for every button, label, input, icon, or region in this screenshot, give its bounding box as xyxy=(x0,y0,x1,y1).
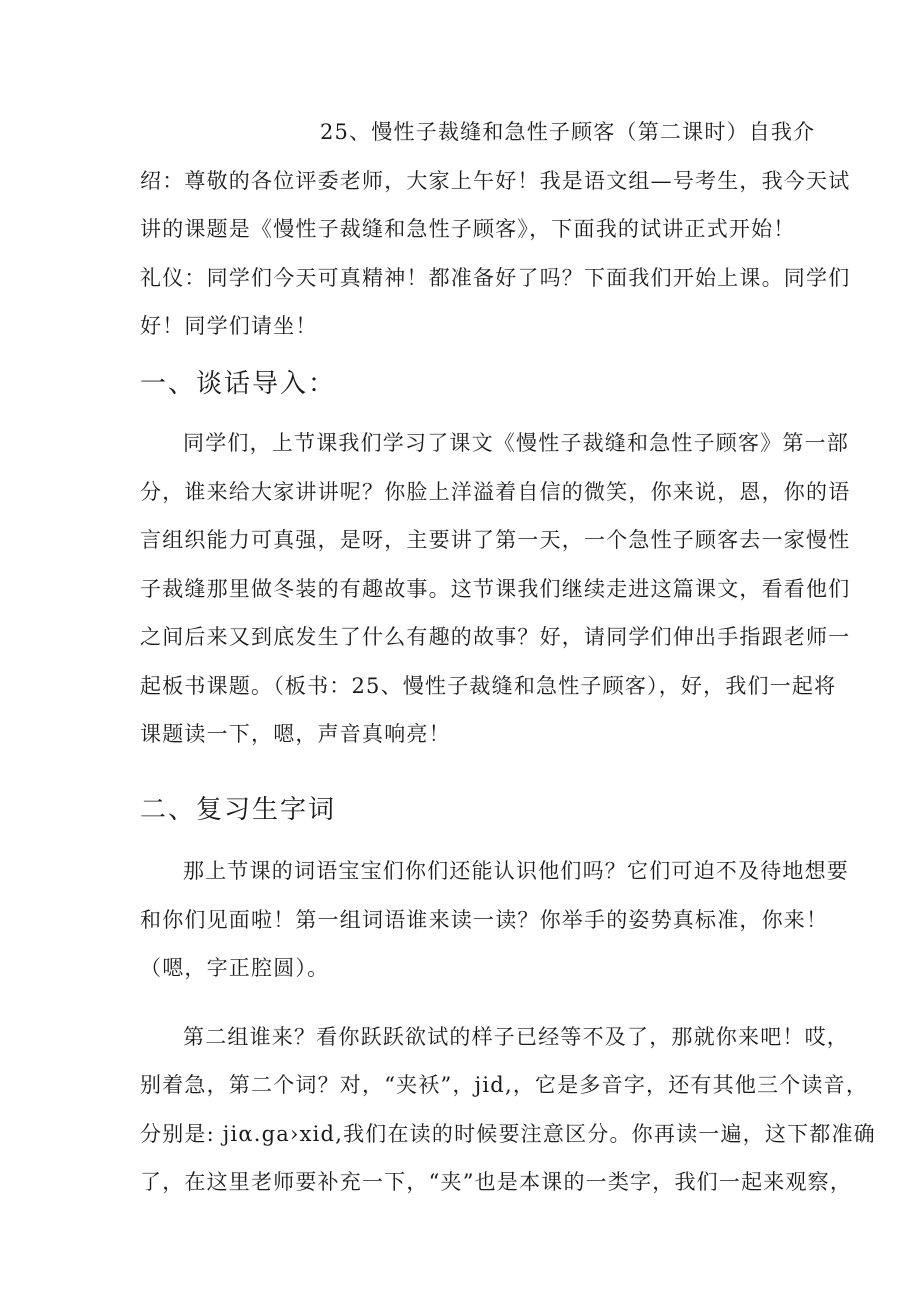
paragraph-line: 同学们，上节课我们学习了课文《慢性子裁缝和急性子顾客》第一部 xyxy=(183,431,849,455)
paragraph-line: 了，在这里老师要补充一下，“夹”也是本课的一类字，我们一起来观察， xyxy=(140,1170,853,1194)
paragraph-line: 分别是: jiα.ga›xid,我们在读的时候要注意区分。你再读一遍，这下都准确 xyxy=(140,1122,876,1146)
section-heading-intro: 一、谈话导入： xyxy=(140,369,337,399)
paragraph-line: 之间后来又到底发生了什么有趣的故事？好，请同学们伸出手指跟老师一 xyxy=(140,625,851,649)
paragraph-line: 第二组谁来？看你跃跃欲试的样子已经等不及了，那就你来吧！哎， xyxy=(183,1025,849,1049)
paragraph-line: 那上节课的词语宝宝们你们还能认识他们吗？它们可迫不及待地想要 xyxy=(183,859,849,883)
intro-line: 讲的课题是《慢性子裁缝和急性子顾客》，下面我的试讲正式开始！ xyxy=(140,217,796,241)
paragraph-line: 课题读一下，嗯，声音真响亮！ xyxy=(140,722,451,746)
etiquette-line: 好！同学们请坐！ xyxy=(140,314,318,338)
paragraph-line: 起板书课题。（板书：25、慢性子裁缝和急性子顾客），好，我们一起将 xyxy=(140,674,837,698)
paragraph-line: 子裁缝那里做冬装的有趣故事。这节课我们继续走进这篇课文，看看他们 xyxy=(140,577,851,601)
paragraph-line: 言组织能力可真强，是呀，主要讲了第一天，一个急性子顾客去一家慢性 xyxy=(140,528,851,552)
paragraph-line: 和你们见面啦！第一组词语谁来读一读？你举手的姿势真标准，你来！ xyxy=(140,908,829,932)
intro-line: 绍：尊敬的各位评委老师，大家上午好！我是语文组—号考生，我今天试 xyxy=(140,169,851,193)
section-heading-review: 二、复习生字词 xyxy=(140,795,337,825)
lesson-title-line: 25、慢性子裁缝和急性子顾客（第二课时）自我介 xyxy=(320,120,816,144)
paragraph-line: （嗯，字正腔圆）。 xyxy=(140,956,330,980)
paragraph-line: 别着急，第二个词？对，“夹袄”，jid,，它是多音字，还有其他三个读音， xyxy=(140,1073,869,1097)
etiquette-line: 礼仪：同学们今天可真精神！都准备好了吗？下面我们开始上课。同学们 xyxy=(140,266,851,290)
paragraph-line: 分，谁来给大家讲讲呢？你脸上洋溢着自信的微笑，你来说，恩，你的语 xyxy=(140,480,851,504)
